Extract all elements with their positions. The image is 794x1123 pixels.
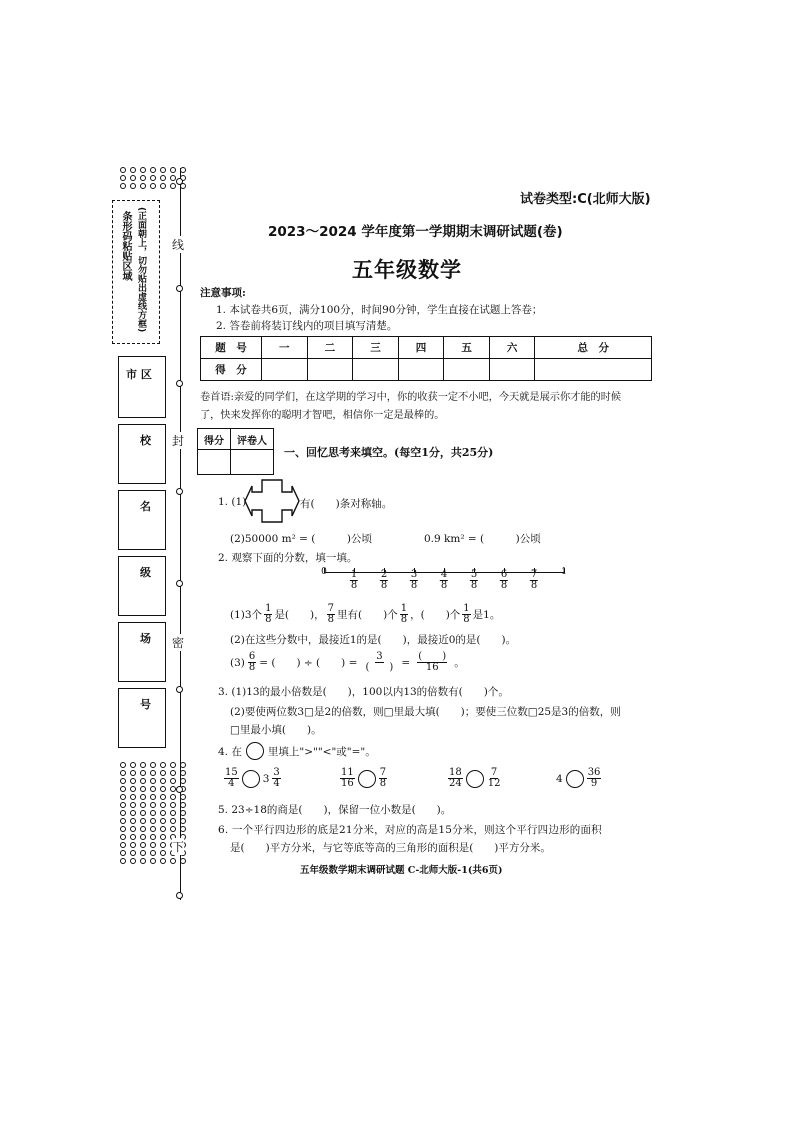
score-cell[interactable] <box>353 359 399 381</box>
field-label-exam-room: 场 <box>140 632 151 645</box>
field-label-name: 名 <box>140 500 151 513</box>
whole-number: 4 <box>556 772 563 785</box>
section1-title: 一、回忆思考来填空。(每空1分，共25分) <box>284 446 494 459</box>
cross-arrow-figure <box>244 478 300 524</box>
binding-knob <box>176 488 183 495</box>
notice-item: 2. 答卷前将装订线内的项目填写清楚。 <box>216 320 398 332</box>
q2-1-text: ，( )个 <box>410 609 461 621</box>
compare-circle-icon <box>246 742 264 760</box>
q2-1-text: 是( )， <box>274 609 325 621</box>
denominator: 12 <box>487 778 501 789</box>
denominator: 4 <box>273 778 280 789</box>
score-header-cell: 一 <box>262 337 308 359</box>
q4-text: 里填上">""<"或"="。 <box>267 745 376 758</box>
denominator: 24 <box>449 778 462 789</box>
q4-item <box>448 768 501 789</box>
numerator: 11 <box>341 767 354 778</box>
fraction <box>248 652 256 673</box>
notice-title: 注意事项: <box>200 287 246 299</box>
score-table <box>200 336 652 381</box>
q2-3-text: (3) <box>230 656 245 669</box>
binding-knob <box>176 285 183 292</box>
field-label-school: 校 <box>140 434 151 447</box>
barcode-subnote: (正面朝上，切勿贴出虚线方框) <box>136 207 146 333</box>
page-footer: 五年级数学期末调研试题 C-北师大版-1(共6页) <box>300 865 503 876</box>
fraction <box>379 768 387 789</box>
binding-char-line: 线 <box>172 238 185 252</box>
notice-item: 1. 本试卷共6页，满分100分，时间90分钟，学生直接在试题上答卷； <box>216 304 543 316</box>
score-cell[interactable] <box>444 359 490 381</box>
compare-circle-icon[interactable] <box>358 770 376 788</box>
binding-char-seal: 封 <box>172 434 185 448</box>
q2-1-text: (1)3个 <box>230 609 263 621</box>
q1-1-suffix: 有( )条对称轴。 <box>300 498 393 510</box>
score-cell[interactable] <box>307 359 353 381</box>
grader-score-label: 得分 <box>198 429 231 450</box>
score-cell[interactable] <box>262 359 308 381</box>
number-line-label: $\frac{1}{8}$ <box>350 569 358 591</box>
number-line-label: 0 <box>321 567 327 577</box>
fraction <box>462 604 470 625</box>
whole-number: 3 <box>262 772 270 785</box>
q2-3-text: = ( ) ÷ ( ) = <box>259 657 358 669</box>
preface-line: 卷首语:亲爱的同学们，在这学期的学习中，你的收获一定不小吧，今天就是展示你才能的时候 <box>200 392 622 403</box>
numerator: 7 <box>327 603 335 614</box>
numerator: 3 <box>376 651 383 662</box>
numerator: 1 <box>400 603 408 614</box>
denominator: 4 <box>228 778 235 789</box>
q2-title: 2. 观察下面的分数，填一填。 <box>218 552 358 564</box>
q5: 5. 23÷18的商是( )，保留一位小数是( )。 <box>218 804 452 816</box>
fraction <box>340 768 355 789</box>
q1-1-prefix: 1. (1) <box>218 496 247 508</box>
fraction <box>327 604 335 625</box>
score-header-cell: 总 分 <box>535 337 652 359</box>
score-cell[interactable] <box>398 359 444 381</box>
exam-title: 2023～2024 学年度第一学期期末调研试题(卷) <box>268 224 563 240</box>
field-label-district: 市 区 <box>126 368 152 381</box>
numerator: 3 <box>273 767 280 778</box>
fraction <box>264 604 272 625</box>
denominator: 16 <box>425 662 439 673</box>
number-line-label: $\frac{4}{8}$ <box>440 569 448 591</box>
binding-char-below: 下 <box>172 840 185 854</box>
number-line-label: $\frac{2}{8}$ <box>380 569 388 591</box>
compare-circle-icon[interactable] <box>466 770 484 788</box>
numerator: 1 <box>265 603 272 614</box>
score-header-cell: 二 <box>307 337 353 359</box>
denominator: 8 <box>463 614 470 625</box>
number-line <box>321 567 567 591</box>
fraction <box>448 768 463 789</box>
grader-name-label: 评卷人 <box>231 429 274 450</box>
number-line-label: $\frac{6}{8}$ <box>500 569 508 591</box>
q2-3-text: 。 <box>454 657 465 669</box>
numerator: 7 <box>379 767 387 778</box>
q2-3 <box>230 652 465 673</box>
q2-1-text: 里有( )个 <box>337 609 398 621</box>
q3-1: 3. (1)13的最小倍数是( )，100以内13的倍数有( )个。 <box>218 686 509 698</box>
q2-2: (2)在这些分数中，最接近1的是( )，最接近0的是( )。 <box>230 634 517 646</box>
preface-line: 了，快来发挥你的聪明才智吧，相信你一定是最棒的。 <box>200 410 445 421</box>
fraction <box>487 768 502 789</box>
q4-instruction <box>218 742 376 760</box>
field-label-seat-number: 号 <box>140 698 151 711</box>
denominator: 8 <box>379 778 387 789</box>
exam-type: 试卷类型:C(北师大版) <box>520 192 651 207</box>
fraction <box>400 604 408 625</box>
q1-2b: 0.9 km² = ( )公顷 <box>424 533 541 545</box>
numerator: 1 <box>463 603 470 614</box>
compare-circle-icon[interactable] <box>566 770 584 788</box>
numerator: 36 <box>587 767 601 778</box>
score-header-cell: 五 <box>444 337 490 359</box>
q2-1 <box>230 604 500 625</box>
fraction <box>272 768 280 789</box>
fraction <box>413 652 451 673</box>
field-label-class: 级 <box>140 566 151 579</box>
score-header-cell: 六 <box>489 337 535 359</box>
fraction <box>224 768 239 789</box>
binding-knob <box>176 786 183 793</box>
numerator: 15 <box>225 767 238 778</box>
numerator: 6 <box>248 651 256 662</box>
q6-line2: 是( )平方分米，与它等底等高的三角形的面积是( )平方分米。 <box>230 842 551 854</box>
q3-2a: (2)要使两位数3□是2的倍数，则□里最大填( )；要使三位数□25是3的倍数，则 <box>230 706 621 718</box>
q4-item <box>224 768 281 789</box>
q1-2a: (2)50000 m² = ( )公顷 <box>230 533 372 545</box>
score-header-cell: 四 <box>398 337 444 359</box>
q4-text: 4. 在 <box>218 745 242 758</box>
fraction <box>360 652 398 673</box>
numerator: 18 <box>449 767 462 778</box>
compare-circle-icon[interactable] <box>242 770 260 788</box>
number-line-label: 1 <box>561 567 567 577</box>
score-header-cell: 三 <box>353 337 399 359</box>
binding-knob <box>176 178 183 185</box>
q4-item <box>340 768 387 789</box>
denominator: 8 <box>327 614 335 625</box>
barcode-note: 条形码粘贴区域 <box>120 211 131 281</box>
denominator: 8 <box>265 614 272 625</box>
denominator: 8 <box>248 662 256 673</box>
q4-item <box>556 768 601 789</box>
grader-score-cell[interactable] <box>198 450 231 475</box>
fraction <box>587 768 602 789</box>
number-line-label: $\frac{3}{8}$ <box>410 569 418 591</box>
numerator: 7 <box>490 767 498 778</box>
q3-2b: □里最小填( )。 <box>230 724 322 736</box>
binding-knob <box>176 580 183 587</box>
binding-char-secret: 密 <box>172 636 185 650</box>
denominator: 9 <box>590 778 598 789</box>
q2-3-text: = <box>401 656 411 669</box>
score-row-label: 得 分 <box>201 359 262 381</box>
denominator: ( ) <box>365 662 394 673</box>
number-line-label: $\frac{5}{8}$ <box>470 569 478 591</box>
score-cell[interactable] <box>489 359 535 381</box>
binding-knob <box>176 380 183 387</box>
binding-knob <box>176 892 183 899</box>
number-line-label: $\frac{7}{8}$ <box>530 569 538 591</box>
grader-name-cell[interactable] <box>231 450 274 475</box>
binding-knob <box>176 686 183 693</box>
denominator: 16 <box>341 778 354 789</box>
score-cell[interactable] <box>535 359 652 381</box>
q6-line1: 6. 一个平行四边形的底是21分米，对应的高是15分米，则这个平行四边形的面积 <box>218 824 602 836</box>
barcode-area <box>112 200 160 344</box>
numerator: ( ) <box>418 651 447 662</box>
subject-title: 五年级数学 <box>352 258 462 282</box>
grader-box <box>197 428 274 475</box>
score-header-cell: 题 号 <box>201 337 262 359</box>
q2-1-text: 是1。 <box>472 609 501 621</box>
denominator: 8 <box>400 614 408 625</box>
